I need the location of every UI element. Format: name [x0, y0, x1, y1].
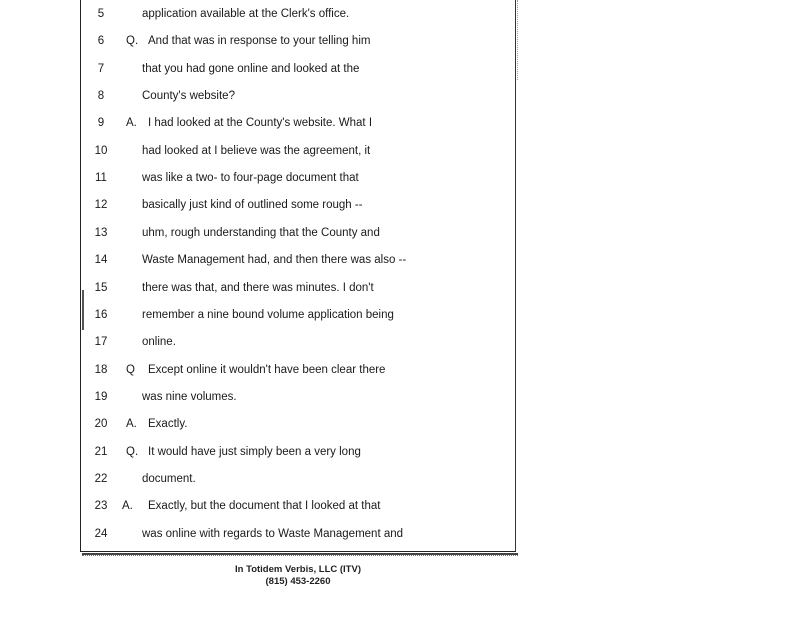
transcript-line	[86, 278, 516, 298]
line-number: 21	[94, 445, 108, 458]
line-text: document.	[142, 472, 196, 485]
line-text: had looked at I believe was the agreement, it	[142, 144, 371, 157]
line-text: was like a two- to four-page document that	[142, 172, 359, 185]
left-margin-mark	[82, 290, 84, 330]
transcript-line	[86, 332, 516, 352]
transcript-line	[86, 4, 516, 24]
transcript-line	[86, 86, 516, 106]
line-text: remember a nine bound volume application being	[142, 308, 394, 321]
scan-edge-right	[517, 0, 520, 80]
line-text: online.	[142, 336, 176, 349]
speaker-label: Q	[126, 363, 135, 376]
speaker-label: Q.	[126, 445, 139, 458]
line-number: 23	[94, 500, 108, 513]
line-number: 14	[94, 254, 108, 267]
line-number: 16	[94, 308, 108, 321]
line-number: 17	[94, 336, 108, 349]
line-number: 13	[94, 226, 108, 239]
transcript-line	[86, 250, 516, 270]
line-number: 24	[94, 527, 108, 540]
line-number: 11	[95, 172, 107, 185]
transcript-line	[86, 168, 516, 188]
transcript-line	[86, 31, 516, 51]
line-text: It would have just simply been a very long	[148, 445, 361, 458]
transcript-line	[86, 59, 516, 79]
line-number: 20	[94, 418, 108, 431]
line-text: Except online it wouldn't have been clear there	[148, 363, 386, 376]
transcript-line	[86, 387, 516, 407]
line-text: County's website?	[142, 90, 235, 103]
transcript-line	[86, 524, 516, 544]
line-number: 7	[97, 62, 105, 75]
transcript-line	[86, 113, 516, 133]
line-number: 22	[94, 472, 108, 485]
transcript-line	[86, 223, 516, 243]
line-number: 12	[94, 199, 108, 212]
line-text: that you had gone online and looked at the	[142, 62, 360, 75]
scan-edge-bottom	[82, 553, 518, 556]
line-number: 18	[94, 363, 108, 376]
line-number: 5	[97, 8, 105, 20]
transcript-line	[86, 195, 516, 215]
speaker-label: A.	[126, 117, 137, 130]
line-text: was online with regards to Waste Management and	[142, 527, 404, 540]
footer-company: In Totidem Verbis, LLC (ITV)	[235, 564, 361, 575]
line-text: uhm, rough understanding that the County and	[142, 226, 380, 239]
line-text: Waste Management had, and then there was also --	[142, 254, 407, 267]
transcript-line	[86, 141, 516, 161]
transcript-line	[86, 360, 516, 380]
line-text: was nine volumes.	[142, 390, 237, 403]
line-text: basically just kind of outlined some rough --	[142, 199, 363, 212]
transcript-line	[86, 469, 516, 489]
line-text: application available at the Clerk's office.	[142, 8, 350, 20]
speaker-label: A.	[126, 418, 137, 431]
line-number: 19	[94, 390, 108, 403]
transcript-line	[86, 442, 516, 462]
line-number: 9	[97, 117, 105, 130]
footer-phone: (815) 453-2260	[265, 576, 331, 587]
line-number: 6	[97, 35, 105, 48]
line-text: And that was in response to your telling him	[148, 35, 371, 48]
transcript-line	[86, 496, 516, 516]
line-number: 15	[94, 281, 108, 294]
line-text: there was that, and there was minutes. I don't	[142, 281, 374, 294]
line-text: Exactly.	[148, 418, 188, 431]
line-number: 8	[97, 90, 105, 103]
line-text: I had looked at the County's website. What I	[148, 117, 373, 130]
transcript-line	[86, 414, 516, 434]
line-number: 10	[94, 144, 108, 157]
line-text: Exactly, but the document that I looked at that	[148, 500, 381, 513]
speaker-label: A.	[122, 500, 133, 513]
transcript-line	[86, 305, 516, 325]
speaker-label: Q.	[126, 35, 139, 48]
